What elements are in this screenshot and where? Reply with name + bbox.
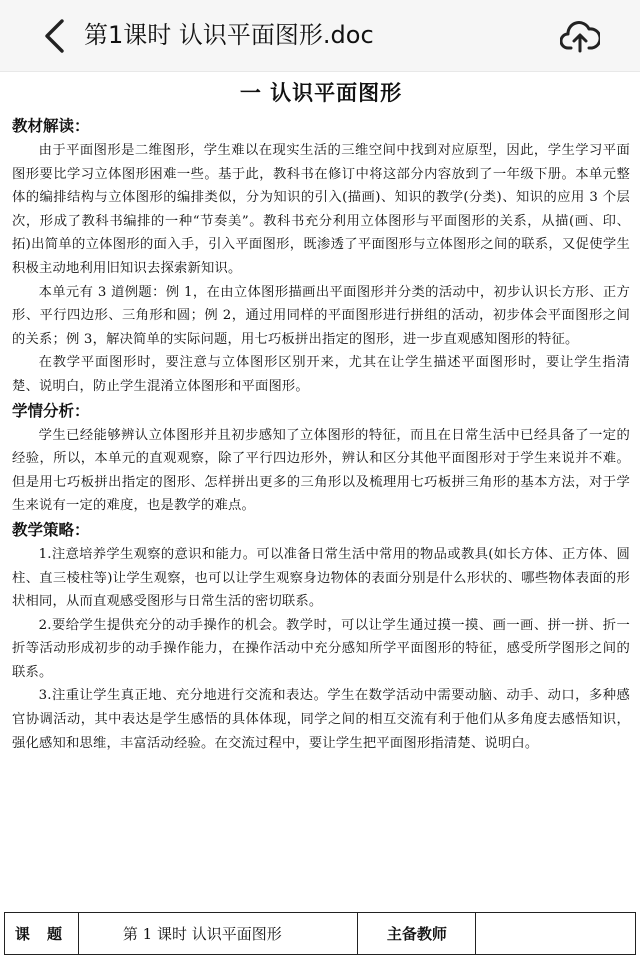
- paragraph: 1.注意培养学生观察的意识和能力。可以准备日常生活中常用的物品或教具(如长方体、正方体、圆柱、直三棱柱等)让学生观察，也可以让学生观察身边物体的表面分别是什么形状的、哪些物体表面的形状相同，从而直观感受图形与日常生活的密切联系。: [12, 546, 630, 610]
- teacher-label: 主备教师: [358, 913, 476, 955]
- paragraph: 学生已经能够辨认立体图形并且初步感知了立体图形的特征，而且在日常生活中已经具备了一定的经验，所以，本单元的直观观察，除了平行四边形外，辨认和区分其他平面图形对于学生来说并不难。但是用七巧板拼出指定的图形、怎样拼出更多的三角形以及梳理用七巧板拼三角形的基本方法，对于学生来说有一定的难度，也是教学的难点。: [12, 427, 630, 514]
- document-body: [12, 78, 630, 755]
- paragraph: 在教学平面图形时，要注意与立体图形区别开来，尤其在让学生描述平面图形时，要让学生指清楚、说明白，防止学生混淆立体图形和平面图形。: [12, 355, 630, 394]
- lesson-info-table: [4, 912, 636, 955]
- cloud-upload-button[interactable]: [558, 14, 602, 58]
- table-row: [5, 913, 636, 955]
- chevron-left-icon: [43, 19, 65, 53]
- section-title: 学情分析：: [12, 401, 90, 420]
- paragraph: 由于平面图形是二维图形，学生难以在现实生活的三维空间中找到对应原型，因此，学生学习平面图形要比学习立体图形困难一些。基于此，教科书在修订中将这部分内容放到了一年级下册。本单元整体的编排结构与立体图形的编排类似，分为知识的引入(描画)、知识的教学(分类)、知识的应用 3 个层次，形成了教科书编排的一种“节奏美”。教科书充分利用立体图形与平面图形的关系，从描(画、印、拓)出简单的立体图形的面入手，引入平面图形，既渗透了平面图形与立体图形之间的联系，又促使学生积极主动地利用旧知识去探索新知识。: [12, 143, 630, 276]
- section-title: 教学策略：: [12, 520, 90, 539]
- cloud-upload-icon: [560, 18, 600, 54]
- paragraph: 2.要给学生提供充分的动手操作的机会。教学时，可以让学生通过摸一摸、画一画、拼一拼、折一折等活动形成初步的动手操作能力，在操作活动中充分感知所学平面图形的特征，感受所学图形之间的联系。: [12, 617, 630, 680]
- topic-label: 课 题: [5, 913, 79, 955]
- lesson-name: 第 1 课时 认识平面图形: [78, 913, 358, 955]
- document-title: 第1课时 认识平面图形.doc: [84, 21, 374, 49]
- back-button[interactable]: [36, 14, 72, 58]
- paragraph: 3.注重让学生真正地、充分地进行交流和表达。学生在数学活动中需要动脑、动手、动口，多种感官协调活动，其中表达是学生感悟的具体体现，同学之间的相互交流有利于他们从多角度去感悟知识，强化感知和思维，丰富活动经验。在交流过程中，要让学生把平面图形指清楚、说明白。: [12, 688, 630, 751]
- top-bar: [0, 0, 640, 72]
- document-heading: 一 认识平面图形: [239, 81, 403, 105]
- section-title: 教材解读：: [12, 117, 90, 135]
- paragraph: 本单元有 3 道例题：例 1，在由立体图形描画出平面图形并分类的活动中，初步认识长方形、正方形、平行四边形、三角形和圆；例 2，通过用同样的平面图形进行拼组的活动，初步体会平面图形之间的关系；例 3，解决简单的实际问题，用七巧板拼出指定的图形，进一步直观感知图形的特征。: [12, 284, 630, 347]
- teacher-name: [476, 913, 636, 955]
